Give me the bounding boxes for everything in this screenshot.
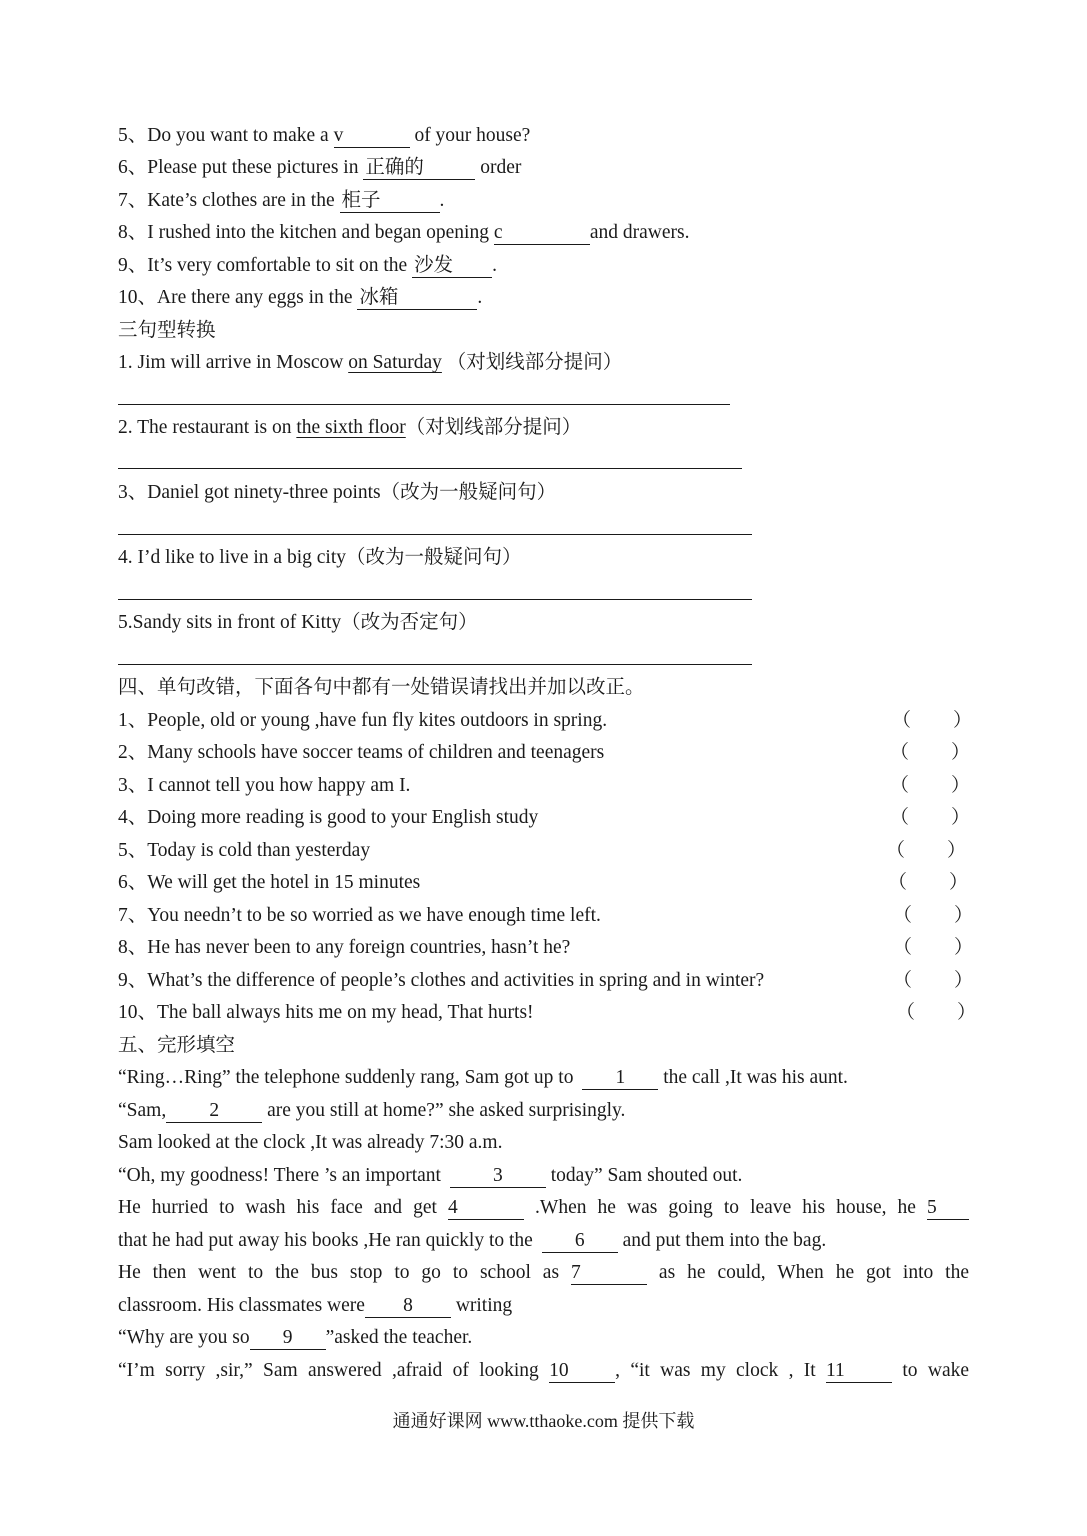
error-item-4: 4、Doing more reading is good to your English study [118,807,539,828]
cloze-line-4: “Oh, my goodness! There ’s an important 3 today” Sam shouted out. [118,1165,743,1186]
answer-blank[interactable]: 沙发 [412,255,492,278]
cloze-line-5: He hurried to wash his face and get 4 .When he was going to leave his house, he 5 [118,1195,969,1221]
vocab-item-6: 6、Please put these pictures in 正确的 order [118,157,522,178]
answer-parens[interactable]: （ ） [890,807,971,828]
vocab-item-9: 9、It’s very comfortable to sit on the 沙发 . [118,255,497,276]
answer-parens[interactable]: （ ） [893,937,974,958]
answer-parens[interactable]: （ ） [893,970,974,991]
transform-item-4: 4. I’d like to live in a big city（改为一般疑问句） [118,547,522,568]
error-item-2: 2、Many schools have soccer teams of children and teenagers [118,742,605,763]
cloze-blank-3[interactable]: 3 [450,1165,546,1188]
vocab-item-5: 5、Do you want to make a v of your house? [118,125,531,146]
error-item-8: 8、He has never been to any foreign countries, hasn’t he? [118,937,571,958]
answer-parens[interactable]: （ ） [886,840,967,861]
vocab-item-10: 10、Are there any eggs in the 冰箱 . [118,287,483,308]
cloze-blank-11[interactable]: 11 [826,1360,892,1383]
section3-title: 三句型转换 [118,320,216,341]
section4-title: 四、单句改错，下面各句中都有一处错误请找出并加以改正。 [118,677,645,698]
cloze-blank-8[interactable]: 8 [365,1295,451,1318]
answer-line[interactable] [118,599,752,600]
answer-line[interactable] [118,664,752,665]
answer-parens[interactable]: （ ） [893,905,974,926]
answer-line[interactable] [118,534,752,535]
cloze-line-8: classroom. His classmates were 8 writing [118,1295,513,1316]
transform-item-2: 2. The restaurant is on the sixth floor（对划线部分提问） [118,417,582,438]
answer-parens[interactable]: （ ） [890,775,971,796]
error-item-1: 1、People, old or young ,have fun fly kites outdoors in spring. [118,710,608,731]
error-item-5: 5、Today is cold than yesterday [118,840,371,861]
answer-parens[interactable]: （ ） [890,742,971,763]
vocab-item-7: 7、Kate’s clothes are in the 柜子 . [118,190,445,211]
error-item-9: 9、What’s the difference of people’s clothes and activities in spring and in winter? [118,970,765,991]
error-item-6: 6、We will get the hotel in 15 minutes [118,872,421,893]
cloze-line-9: “Why are you so 9 ”asked the teacher. [118,1327,473,1348]
answer-line[interactable] [118,468,742,469]
cloze-line-3: Sam looked at the clock ,It was already 7:30 a.m. [118,1132,503,1153]
cloze-line-7: He then went to the bus stop to go to school as 7 as he could, When he got into the [118,1262,969,1283]
answer-blank[interactable]: c [494,222,590,245]
vocab-item-8: 8、I rushed into the kitchen and began opening c and drawers. [118,222,690,243]
answer-parens[interactable]: （ ） [892,710,973,731]
cloze-blank-4[interactable]: 4 [448,1197,524,1220]
cloze-blank-10[interactable]: 10 [549,1360,615,1383]
error-item-3: 3、I cannot tell you how happy am I. [118,775,411,796]
error-item-7: 7、You needn’t to be so worried as we have enough time left. [118,905,601,926]
error-item-10: 10、The ball always hits me on my head, That hurts! [118,1002,534,1023]
cloze-line-10: “I’m sorry ,sir,” Sam answered ,afraid of looking 10 , “it was my clock , It 11 to wake [118,1360,969,1381]
transform-item-3: 3、Daniel got ninety-three points（改为一般疑问句） [118,482,557,503]
cloze-line-1: “Ring…Ring” the telephone suddenly rang, Sam got up to 1 the call ,It was his aunt. [118,1067,848,1088]
cloze-blank-1[interactable]: 1 [582,1067,658,1090]
transform-item-5: 5.Sandy sits in front of Kitty（改为否定句） [118,612,478,633]
answer-parens[interactable]: （ ） [896,1002,977,1023]
cloze-blank-7[interactable]: 7 [571,1262,647,1285]
cloze-blank-5[interactable]: 5 [927,1197,969,1220]
section5-title: 五、完形填空 [118,1035,236,1056]
answer-blank[interactable]: 柜子 [340,190,440,213]
transform-item-1: 1. Jim will arrive in Moscow on Saturday （对划线部分提问） [118,352,623,373]
footer-source: 通通好课网 www.tthaoke.com 提供下载 [392,1411,695,1431]
cloze-line-6: that he had put away his books ,He ran quickly to the 6 and put them into the bag. [118,1230,827,1251]
cloze-blank-6[interactable]: 6 [542,1230,618,1253]
answer-parens[interactable]: （ ） [888,872,969,893]
cloze-blank-2[interactable]: 2 [166,1100,262,1123]
answer-blank[interactable]: 冰箱 [357,287,477,310]
answer-blank[interactable]: 正确的 [363,157,475,180]
answer-line[interactable] [118,404,730,405]
cloze-blank-9[interactable]: 9 [250,1327,326,1350]
cloze-line-2: “Sam, 2 are you still at home?” she asked surprisingly. [118,1100,626,1121]
answer-blank[interactable]: v [334,125,410,148]
